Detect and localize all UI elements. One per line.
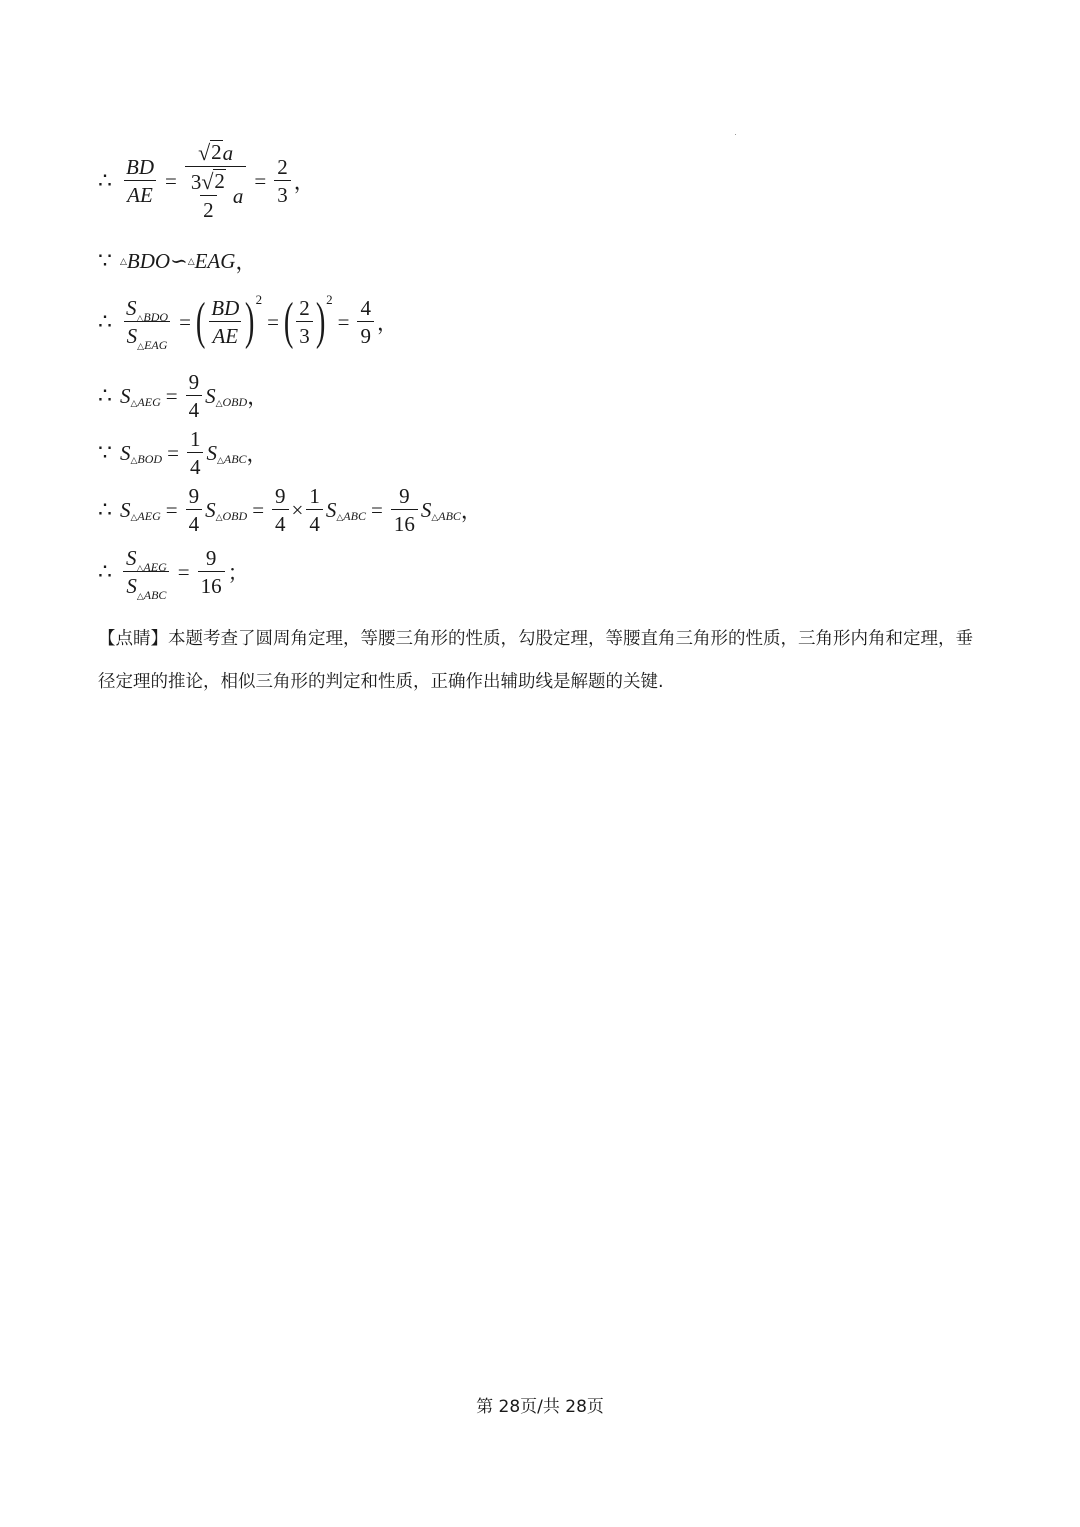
step-6: ∴ S △AEG = $\frac{9}{4}$ S △OBD = $\frac{9}{4}$ × $\frac{1}{4}$ S △ABC = $\frac{9}{16}$ S △ABC ， bbox=[98, 484, 482, 537]
step-7: ∴ $\frac{S_{\triangle AEG}}{S_{\triangle ABC}}$ = $\frac{9}{16}$ ； bbox=[98, 546, 249, 603]
fraction-two-thirds: $\frac{2}{3}$ bbox=[274, 155, 291, 207]
fraction-sqrt: √ 2 a 3 √ 2 2 a bbox=[185, 140, 247, 223]
speck bbox=[735, 134, 736, 135]
comment-paragraph bbox=[98, 618, 982, 704]
step-2: ∵ △ BDO∽ △ EAG ， bbox=[98, 248, 257, 274]
area-ratio: $\frac{S_{\triangle BDO}}{S_{\triangle EAG}}$ bbox=[123, 296, 171, 348]
step-4: ∴ S △AEG = $\frac{9}{4}$ S △OBD ， bbox=[98, 370, 269, 423]
comment-body: 本题考查了圆周角定理，等腰三角形的性质，勾股定理，等腰直角三角形的性质，三角形内角和定理，垂径定理的推论，相似三角形的判定和性质，正确作出辅助线是解题的关键. bbox=[98, 629, 973, 692]
comment-label: 【点睛】 bbox=[98, 629, 168, 649]
page-footer: 第 28页/共 28页 bbox=[476, 1397, 604, 1417]
step-3: ∴ $\frac{S_{\triangle BDO}}{S_{\triangle EAG}}$ = ( $\frac{BD}{AE}$ ) 2 = ( $\frac{2}{3}$ ) 2 = $\frac{4}{9}$ ， bbox=[98, 292, 398, 353]
step-1: ∴ $\frac{BD}{AE}$ = √ 2 a 3 √ 2 2 a = $\frac{2}{3}$ ， bbox=[98, 140, 315, 223]
fraction-bd-ae: $\frac{BD}{AE}$ bbox=[126, 155, 154, 208]
therefore-symbol: ∴ bbox=[98, 168, 112, 194]
because-symbol: ∵ bbox=[98, 248, 112, 274]
step-5: ∵ S △BOD = $\frac{1}{4}$ S △ABC ， bbox=[98, 427, 268, 480]
